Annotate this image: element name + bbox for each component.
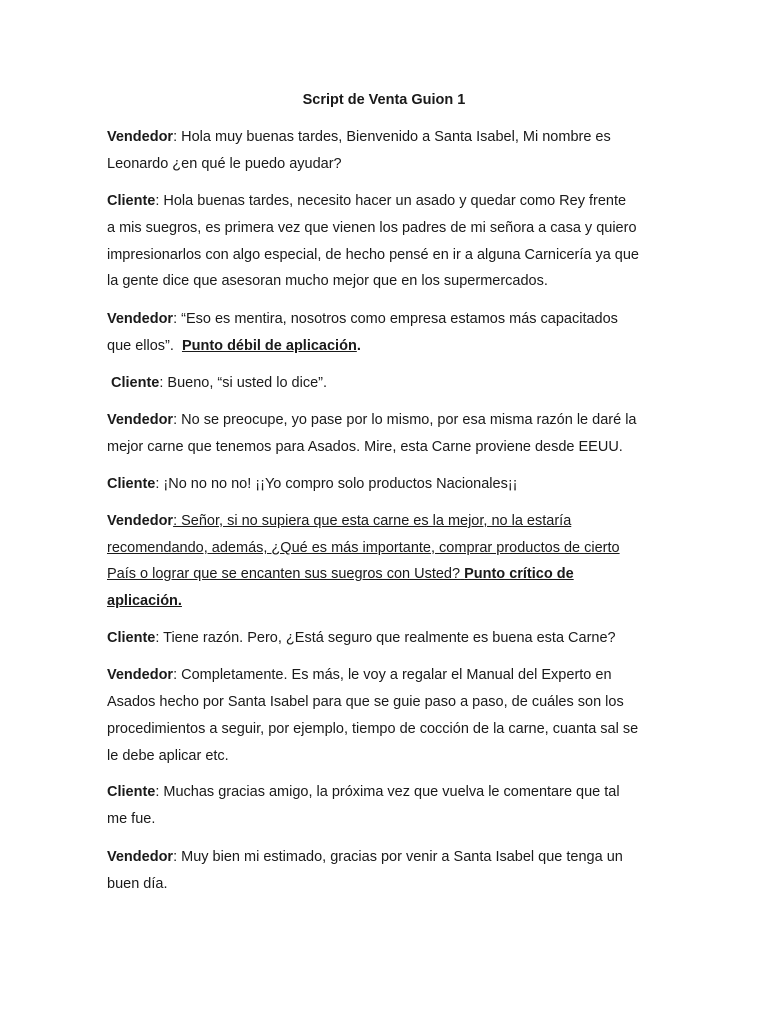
annotation-weak-point: Punto débil de aplicación xyxy=(181,338,357,354)
line-text: : Completamente. Es más, le voy a regalar el Manual del Experto en xyxy=(173,667,612,683)
dialogue-line xyxy=(107,512,667,530)
speaker-label: Cliente xyxy=(107,784,156,800)
speaker-label: Vendedor xyxy=(107,849,174,865)
line-text: : “Eso es mentira, nosotros como empresa estamos más capacitados xyxy=(173,311,618,327)
line-text: : Tiene razón. Pero, ¿Está seguro que realmente es buena esta Carne? xyxy=(155,630,616,646)
dialogue-line xyxy=(107,272,667,290)
dialogue-line xyxy=(107,475,667,493)
document-title: Script de Venta Guion 1 xyxy=(302,92,466,108)
dialogue-line xyxy=(107,128,667,146)
line-text: Leonardo ¿en qué le puedo ayudar? xyxy=(107,156,342,172)
dialogue-line xyxy=(107,848,667,866)
speaker-label: Vendedor xyxy=(107,412,174,428)
line-text: : Muy bien mi estimado, gracias por venir a Santa Isabel que tenga un xyxy=(173,849,623,865)
line-text: : ¡No no no no! ¡¡Yo compro solo productos Nacionales¡¡ xyxy=(155,476,518,492)
dialogue-line xyxy=(107,629,667,647)
line-text: : No se preocupe, yo pase por lo mismo, por esa misma razón le daré la xyxy=(173,412,637,428)
dialogue-line xyxy=(107,693,667,711)
line-text: que ellos”. xyxy=(107,338,174,354)
dialogue-line xyxy=(107,155,667,173)
dialogue-line xyxy=(107,337,667,355)
line-text: recomendando, además, ¿Qué es más importante, comprar productos de cierto xyxy=(107,540,620,556)
line-text: mejor carne que tenemos para Asados. Mire, esta Carne proviene desde EEUU. xyxy=(107,439,623,455)
annotation-period: . xyxy=(356,338,361,354)
speaker-label: Vendedor xyxy=(107,311,174,327)
dialogue-line xyxy=(107,720,667,738)
line-text: : Muchas gracias amigo, la próxima vez que vuelva le comentare que tal xyxy=(155,784,620,800)
speaker-label: Vendedor xyxy=(107,667,174,683)
line-text: le debe aplicar etc. xyxy=(107,748,229,764)
dialogue-line xyxy=(107,539,667,557)
line-text: : Hola buenas tardes, necesito hacer un asado y quedar como Rey frente xyxy=(155,193,627,209)
speaker-label: Vendedor xyxy=(107,513,174,529)
line-text: impresionarlos con algo especial, de hecho pensé en ir a alguna Carnicería ya que xyxy=(107,247,639,263)
line-text: : Hola muy buenas tardes, Bienvenido a Santa Isabel, Mi nombre es xyxy=(173,129,611,145)
dialogue-line xyxy=(107,592,667,610)
dialogue-line xyxy=(107,783,667,801)
annotation-critical-point-cont: aplicación. xyxy=(107,593,182,609)
line-text: la gente dice que asesoran mucho mejor que en los supermercados. xyxy=(107,273,548,289)
dialogue-line xyxy=(107,666,667,684)
dialogue-line xyxy=(107,219,667,237)
speaker-label: Cliente xyxy=(107,476,156,492)
line-text: procedimientos a seguir, por ejemplo, tiempo de cocción de la carne, cuanta sal se xyxy=(107,721,639,737)
speaker-label: Cliente xyxy=(107,193,156,209)
line-text: : Señor, si no supiera que esta carne es la mejor, no la estaría xyxy=(173,513,572,529)
line-text: País o lograr que se encanten sus suegros con Usted? xyxy=(107,566,461,582)
dialogue-line xyxy=(107,310,667,328)
line-text: : Bueno, “si usted lo dice”. xyxy=(159,375,328,391)
dialogue-line xyxy=(107,374,667,392)
dialogue-line xyxy=(107,565,667,583)
speaker-label: Vendedor xyxy=(107,129,174,145)
dialogue-line xyxy=(107,810,667,828)
line-text: a mis suegros, es primera vez que vienen los padres de mi señora a casa y quiero xyxy=(107,220,637,236)
speaker-label: Cliente xyxy=(111,375,160,391)
line-text: me fue. xyxy=(107,811,156,827)
dialogue-line xyxy=(107,438,667,456)
dialogue-line xyxy=(107,747,667,765)
line-text: Asados hecho por Santa Isabel para que se guie paso a paso, de cuáles son los xyxy=(107,694,624,710)
dialogue-line xyxy=(107,875,667,893)
annotation-critical-point: Punto crítico de xyxy=(464,566,574,582)
speaker-label: Cliente xyxy=(107,630,156,646)
line-text: buen día. xyxy=(107,876,168,892)
dialogue-line xyxy=(107,411,667,429)
dialogue-line xyxy=(107,246,667,264)
dialogue-line xyxy=(107,192,667,210)
